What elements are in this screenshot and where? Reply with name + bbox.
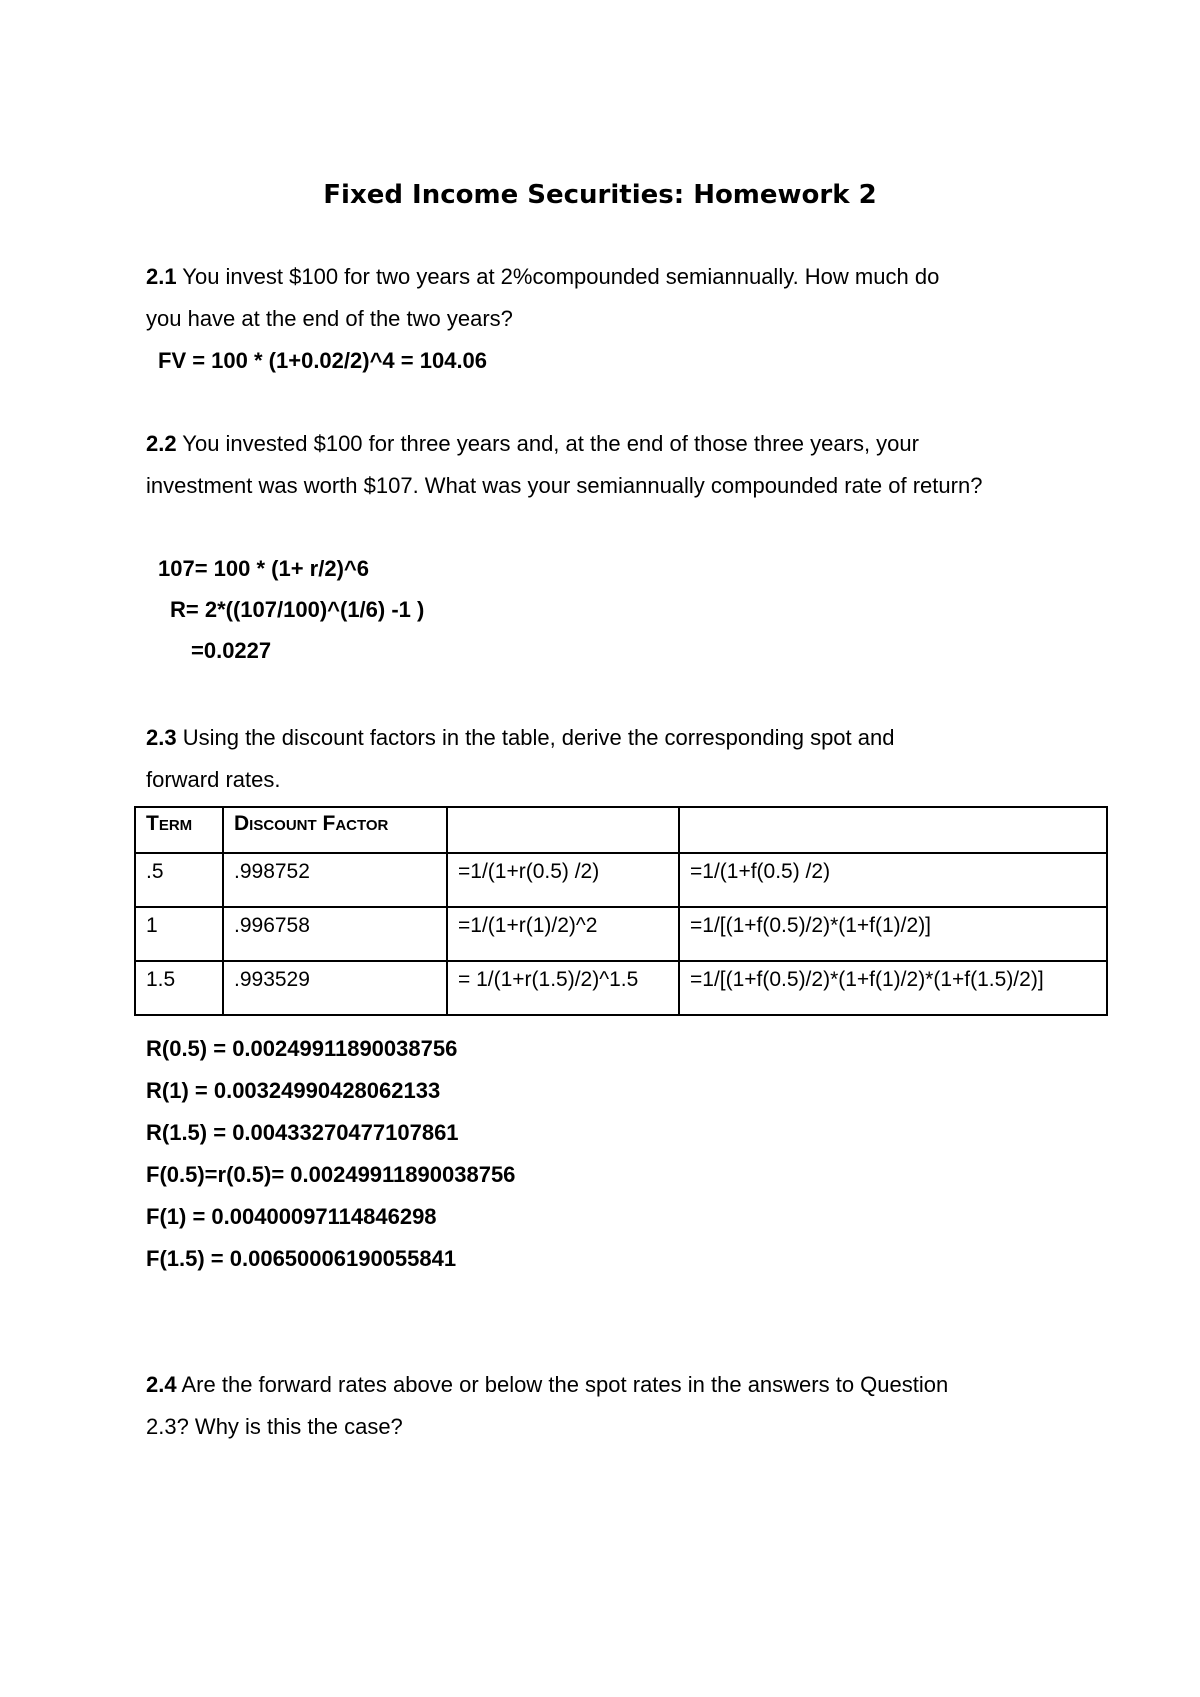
question-2-2-line1 [146, 431, 919, 457]
table-row [135, 907, 1107, 961]
question-text: You invested $100 for three years and, at the end of those three years, your [176, 431, 919, 456]
discount-factor-cell: .993529 [223, 961, 447, 1015]
term-cell: 1.5 [135, 961, 223, 1015]
answer-2-2-line1: 107= 100 * (1+ r/2)^6 [158, 556, 369, 581]
result-spot-0-5: R(0.5) = 0.00249911890038756 [146, 1036, 458, 1061]
question-2-1-line2: you have at the end of the two years? [146, 306, 513, 331]
question-number: 2.3 [146, 725, 177, 750]
term-cell: 1 [135, 907, 223, 961]
question-2-1-line1 [146, 264, 939, 290]
question-number: 2.2 [146, 431, 177, 456]
question-2-3-line2: forward rates. [146, 767, 281, 792]
question-2-3-line1 [146, 725, 894, 751]
spot-formula-cell: = 1/(1+r(1.5)/2)^1.5 [447, 961, 679, 1015]
question-2-4-line1 [146, 1372, 948, 1398]
question-number: 2.1 [146, 264, 177, 289]
table-row [135, 853, 1107, 907]
result-spot-1: R(1) = 0.00324990428062133 [146, 1078, 441, 1103]
header-discount-factor: Discount Factor [223, 807, 447, 853]
answer-2-1: FV = 100 * (1+0.02/2)^4 = 104.06 [158, 348, 488, 373]
result-forward-1-5: F(1.5) = 0.00650006190055841 [146, 1246, 457, 1271]
spot-formula-cell: =1/(1+r(0.5) /2) [447, 853, 679, 907]
result-forward-0-5: F(0.5)=r(0.5)= 0.00249911890038756 [146, 1162, 516, 1187]
question-2-2-line2: investment was worth $107. What was your semiannually compounded rate of return? [146, 473, 983, 498]
term-cell: .5 [135, 853, 223, 907]
page-title: Fixed Income Securities: Homework 2 [323, 180, 877, 210]
question-number: 2.4 [146, 1372, 177, 1397]
answer-2-2-line3: =0.0227 [191, 638, 272, 663]
forward-formula-cell: =1/(1+f(0.5) /2) [679, 853, 1107, 907]
discount-factor-cell: .998752 [223, 853, 447, 907]
discount-factor-table [134, 806, 1108, 1016]
question-2-4-line2: 2.3? Why is this the case? [146, 1414, 403, 1439]
question-text: Using the discount factors in the table, derive the corresponding spot and [176, 725, 895, 750]
result-spot-1-5: R(1.5) = 0.00433270477107861 [146, 1120, 459, 1145]
header-term: Term [135, 807, 223, 853]
answer-2-2-line2: R= 2*((107/100)^(1/6) -1 ) [170, 597, 425, 622]
forward-formula-cell: =1/[(1+f(0.5)/2)*(1+f(1)/2)] [679, 907, 1107, 961]
forward-formula-cell: =1/[(1+f(0.5)/2)*(1+f(1)/2)*(1+f(1.5)/2)] [679, 961, 1107, 1015]
table-row [135, 961, 1107, 1015]
question-text: You invest $100 for two years at 2%compounded semiannually. How much do [176, 264, 940, 289]
header-spot-formula [447, 807, 679, 853]
header-forward-formula [679, 807, 1107, 853]
question-text: Are the forward rates above or below the spot rates in the answers to Question [176, 1372, 949, 1397]
spot-formula-cell: =1/(1+r(1)/2)^2 [447, 907, 679, 961]
result-forward-1: F(1) = 0.00400097114846298 [146, 1204, 437, 1229]
table-header-row [135, 807, 1107, 853]
discount-factor-cell: .996758 [223, 907, 447, 961]
